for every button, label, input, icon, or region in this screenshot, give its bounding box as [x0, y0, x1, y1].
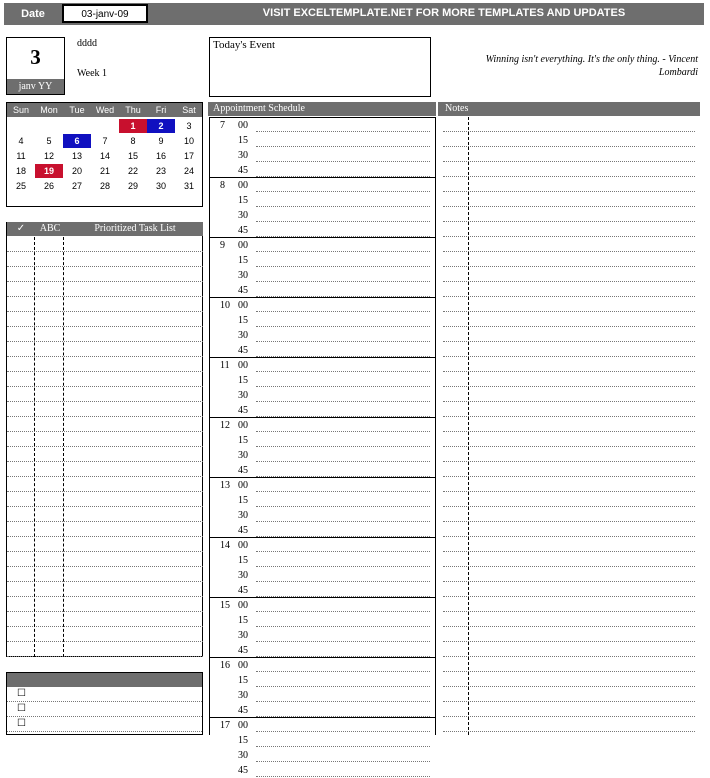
- task-row[interactable]: [7, 492, 203, 507]
- hour-label: 10: [220, 300, 230, 311]
- slot-minute: 15: [238, 435, 248, 446]
- task-row[interactable]: [7, 567, 203, 582]
- time-slot[interactable]: [232, 508, 436, 523]
- hour-label: 11: [220, 360, 230, 371]
- hour-block: [210, 717, 436, 777]
- hour-block: [210, 657, 436, 717]
- note-line: [443, 462, 695, 477]
- time-slot[interactable]: [232, 568, 436, 583]
- note-line: [443, 192, 695, 207]
- task-row[interactable]: [7, 447, 203, 462]
- appointment-schedule-header: Appointment Schedule: [208, 102, 436, 116]
- slot-line: [256, 341, 430, 342]
- calendar-date[interactable]: 28: [99, 181, 110, 191]
- time-slot[interactable]: [232, 628, 436, 643]
- calendar-date[interactable]: 25: [15, 181, 26, 191]
- slot-minute: 15: [238, 675, 248, 686]
- slot-line: [256, 251, 430, 252]
- note-line: [443, 417, 695, 432]
- checkbox[interactable]: ☐: [17, 703, 26, 714]
- calendar-day-header: Fri: [155, 105, 167, 115]
- mini-calendar: [6, 102, 203, 207]
- slot-minute: 15: [238, 195, 248, 206]
- note-line: [443, 477, 695, 492]
- slot-minute: 00: [238, 660, 248, 671]
- calendar-date[interactable]: 16: [155, 151, 166, 161]
- date-input[interactable]: 03-janv-09: [62, 4, 148, 23]
- slot-line: [256, 401, 430, 402]
- slot-minute: 30: [238, 630, 248, 641]
- slot-line: [256, 206, 430, 207]
- slot-minute: 15: [238, 735, 248, 746]
- calendar-date[interactable]: 19: [35, 164, 63, 178]
- checklist-row: [7, 687, 202, 702]
- task-row[interactable]: [7, 417, 203, 432]
- slot-line: [256, 191, 430, 192]
- task-list-title: Prioritized Task List: [94, 223, 176, 234]
- time-slot[interactable]: [232, 643, 436, 658]
- time-slot[interactable]: [232, 403, 436, 418]
- task-row[interactable]: [7, 372, 203, 387]
- slot-minute: 00: [238, 240, 248, 251]
- note-line: [443, 522, 695, 537]
- slot-minute: 45: [238, 345, 248, 356]
- slot-line: [256, 311, 430, 312]
- calendar-date[interactable]: 13: [71, 151, 82, 161]
- hour-label: 16: [220, 660, 230, 671]
- time-slot[interactable]: [232, 673, 436, 688]
- calendar-header: [7, 103, 202, 117]
- calendar-date[interactable]: 17: [183, 151, 194, 161]
- slot-minute: 15: [238, 255, 248, 266]
- time-slot[interactable]: [232, 178, 436, 193]
- week-number: Week 1: [77, 68, 108, 79]
- calendar-day-header: Tue: [69, 105, 85, 115]
- task-row[interactable]: [7, 627, 203, 642]
- calendar-date[interactable]: 2: [147, 119, 175, 133]
- slot-minute: 00: [238, 180, 248, 191]
- time-slot[interactable]: [232, 418, 436, 433]
- checklist-row: [7, 717, 202, 732]
- time-slot[interactable]: [232, 268, 436, 283]
- slot-minute: 00: [238, 600, 248, 611]
- calendar-date[interactable]: 27: [71, 181, 82, 191]
- time-slot[interactable]: [232, 343, 436, 358]
- task-row[interactable]: [7, 432, 203, 447]
- slot-minute: 15: [238, 135, 248, 146]
- task-row[interactable]: [7, 327, 203, 342]
- slot-minute: 30: [238, 570, 248, 581]
- task-row[interactable]: [7, 552, 203, 567]
- slot-minute: 00: [238, 420, 248, 431]
- slot-line: [256, 686, 430, 687]
- hour-block: [210, 597, 436, 657]
- slot-line: [256, 131, 430, 132]
- time-slot[interactable]: [232, 523, 436, 538]
- time-slot[interactable]: [232, 163, 436, 178]
- calendar-date[interactable]: 31: [183, 181, 194, 191]
- hour-block: [210, 477, 436, 537]
- note-line: [443, 612, 695, 627]
- note-line: [443, 582, 695, 597]
- time-slot[interactable]: [232, 208, 436, 223]
- notes-area[interactable]: [438, 117, 700, 735]
- date-label: Date: [21, 8, 45, 20]
- note-line: [443, 222, 695, 237]
- slot-minute: 30: [238, 330, 248, 341]
- slot-minute: 45: [238, 285, 248, 296]
- task-row[interactable]: [7, 267, 203, 282]
- hour-label: 13: [220, 480, 230, 491]
- calendar-date[interactable]: 23: [155, 166, 166, 176]
- slot-minute: 00: [238, 360, 248, 371]
- time-slot[interactable]: [232, 583, 436, 598]
- hour-label: 15: [220, 600, 230, 611]
- day-name: dddd: [77, 38, 97, 49]
- note-line: [443, 297, 695, 312]
- slot-minute: 15: [238, 615, 248, 626]
- task-row[interactable]: [7, 252, 203, 267]
- task-row[interactable]: [7, 342, 203, 357]
- calendar-date[interactable]: 22: [127, 166, 138, 176]
- hour-label: 17: [220, 720, 230, 731]
- time-slot[interactable]: [232, 238, 436, 253]
- note-line: [443, 117, 695, 132]
- time-slot[interactable]: [232, 298, 436, 313]
- slot-minute: 45: [238, 525, 248, 536]
- time-slot[interactable]: [232, 748, 436, 763]
- note-line: [443, 537, 695, 552]
- calendar-day-header: Sat: [182, 105, 196, 115]
- note-line: [443, 357, 695, 372]
- priority-column-header: ABC: [39, 223, 61, 234]
- time-slot[interactable]: [232, 118, 436, 133]
- note-line: [443, 627, 695, 642]
- time-slot[interactable]: [232, 733, 436, 748]
- time-slot[interactable]: [232, 283, 436, 298]
- task-row[interactable]: [7, 357, 203, 372]
- time-slot[interactable]: [232, 223, 436, 238]
- task-row[interactable]: [7, 537, 203, 552]
- note-line: [443, 147, 695, 162]
- slot-line: [256, 446, 430, 447]
- slot-minute: 00: [238, 120, 248, 131]
- time-slot[interactable]: [232, 598, 436, 613]
- note-line: [443, 177, 695, 192]
- slot-line: [256, 641, 430, 642]
- calendar-date[interactable]: 10: [183, 136, 194, 146]
- task-row[interactable]: [7, 462, 203, 477]
- slot-line: [256, 581, 430, 582]
- time-slot[interactable]: [232, 313, 436, 328]
- checkbox[interactable]: ☐: [17, 718, 26, 729]
- slot-minute: 00: [238, 480, 248, 491]
- task-row[interactable]: [7, 507, 203, 522]
- time-slot[interactable]: [232, 358, 436, 373]
- note-line: [443, 342, 695, 357]
- calendar-date[interactable]: 12: [43, 151, 54, 161]
- quote: Winning isn't everything. It's the only thing. - Vincent Lombardi: [485, 54, 698, 78]
- slot-line: [256, 611, 430, 612]
- task-row[interactable]: [7, 312, 203, 327]
- slot-minute: 45: [238, 645, 248, 656]
- time-slot[interactable]: [232, 463, 436, 478]
- slot-minute: 30: [238, 510, 248, 521]
- calendar-day-header: Thu: [125, 105, 141, 115]
- hour-label: 7: [220, 120, 225, 131]
- appointment-schedule: [209, 117, 436, 776]
- slot-line: [256, 701, 430, 702]
- note-line: [443, 687, 695, 702]
- note-line: [443, 237, 695, 252]
- calendar-date[interactable]: 15: [127, 151, 138, 161]
- slot-minute: 45: [238, 405, 248, 416]
- time-slot[interactable]: [232, 388, 436, 403]
- slot-minute: 15: [238, 495, 248, 506]
- slot-minute: 00: [238, 720, 248, 731]
- task-row[interactable]: [7, 642, 203, 657]
- slot-line: [256, 731, 430, 732]
- calendar-date[interactable]: 18: [15, 166, 26, 176]
- calendar-date[interactable]: 24: [183, 166, 194, 176]
- note-line: [443, 162, 695, 177]
- task-row[interactable]: [7, 477, 203, 492]
- task-list-header: [7, 222, 203, 236]
- slot-minute: 30: [238, 750, 248, 761]
- note-line: [443, 432, 695, 447]
- time-slot[interactable]: [232, 328, 436, 343]
- month-year: janv YY: [7, 79, 64, 94]
- time-slot[interactable]: [232, 373, 436, 388]
- note-line: [443, 567, 695, 582]
- checklist: [6, 672, 203, 735]
- calendar-date[interactable]: 26: [43, 181, 54, 191]
- note-line: [443, 672, 695, 687]
- hour-block: [210, 417, 436, 477]
- time-slot[interactable]: [232, 658, 436, 673]
- note-line: [443, 207, 695, 222]
- note-line: [443, 132, 695, 147]
- slot-minute: 30: [238, 150, 248, 161]
- note-line: [443, 492, 695, 507]
- slot-minute: 15: [238, 375, 248, 386]
- task-row[interactable]: [7, 582, 203, 597]
- check-column-header: ✓: [16, 223, 26, 234]
- hour-block: [210, 237, 436, 297]
- hour-label: 8: [220, 180, 225, 191]
- slot-line: [256, 266, 430, 267]
- slot-line: [256, 146, 430, 147]
- todays-event-title: Today's Event: [213, 39, 276, 51]
- hour-block: [210, 297, 436, 357]
- time-slot[interactable]: [232, 538, 436, 553]
- task-row[interactable]: [7, 282, 203, 297]
- calendar-date[interactable]: 11: [16, 151, 26, 161]
- task-list: [6, 222, 203, 657]
- calendar-date[interactable]: 30: [155, 181, 166, 191]
- calendar-day-header: Wed: [95, 105, 115, 115]
- calendar-date[interactable]: 1: [119, 119, 147, 133]
- slot-minute: 00: [238, 300, 248, 311]
- time-slot[interactable]: [232, 253, 436, 268]
- hour-block: [210, 537, 436, 597]
- calendar-date[interactable]: 20: [71, 166, 82, 176]
- slot-minute: 45: [238, 705, 248, 716]
- note-line: [443, 702, 695, 717]
- hour-block: [210, 177, 436, 237]
- slot-minute: 45: [238, 165, 248, 176]
- slot-minute: 00: [238, 540, 248, 551]
- time-slot[interactable]: [232, 718, 436, 733]
- slot-line: [256, 551, 430, 552]
- task-priority-divider: [63, 237, 64, 657]
- calendar-date[interactable]: 9: [158, 136, 164, 146]
- slot-minute: 15: [238, 555, 248, 566]
- slot-line: [256, 506, 430, 507]
- slot-line: [256, 281, 430, 282]
- checklist-row: [7, 702, 202, 717]
- slot-line: [256, 566, 430, 567]
- slot-line: [256, 491, 430, 492]
- slot-line: [256, 671, 430, 672]
- slot-minute: 30: [238, 390, 248, 401]
- time-slot[interactable]: [232, 553, 436, 568]
- slot-minute: 45: [238, 765, 248, 776]
- task-check-divider: [34, 237, 35, 657]
- slot-minute: 45: [238, 225, 248, 236]
- calendar-date[interactable]: 8: [130, 136, 136, 146]
- task-row[interactable]: [7, 297, 203, 312]
- day-box: [6, 37, 65, 95]
- note-line: [443, 447, 695, 462]
- calendar-date[interactable]: 6: [63, 134, 91, 148]
- hour-block: [210, 117, 436, 177]
- note-line: [443, 642, 695, 657]
- task-row[interactable]: [7, 612, 203, 627]
- time-slot[interactable]: [232, 478, 436, 493]
- time-slot[interactable]: [232, 703, 436, 718]
- promo-banner[interactable]: VISIT EXCELTEMPLATE.NET FOR MORE TEMPLATES AND UPDATES: [262, 7, 626, 19]
- note-line: [443, 267, 695, 282]
- calendar-day-header: Mon: [40, 105, 58, 115]
- notes-header: Notes: [438, 102, 700, 116]
- slot-minute: 15: [238, 315, 248, 326]
- slot-minute: 30: [238, 210, 248, 221]
- day-number: 3: [30, 45, 41, 69]
- slot-line: [256, 161, 430, 162]
- task-row[interactable]: [7, 237, 203, 252]
- slot-line: [256, 386, 430, 387]
- slot-line: [256, 626, 430, 627]
- todays-event-box[interactable]: [209, 37, 431, 97]
- time-slot[interactable]: [232, 493, 436, 508]
- note-line: [443, 282, 695, 297]
- slot-line: [256, 776, 430, 777]
- hour-label: 14: [220, 540, 230, 551]
- slot-minute: 45: [238, 585, 248, 596]
- time-slot[interactable]: [232, 148, 436, 163]
- hour-label: 9: [220, 240, 225, 251]
- note-line: [443, 657, 695, 672]
- checkbox[interactable]: ☐: [17, 688, 26, 699]
- slot-minute: 45: [238, 465, 248, 476]
- slot-line: [256, 431, 430, 432]
- calendar-date[interactable]: 29: [127, 181, 138, 191]
- slot-line: [256, 326, 430, 327]
- note-line: [443, 552, 695, 567]
- time-slot[interactable]: [232, 433, 436, 448]
- time-slot[interactable]: [232, 613, 436, 628]
- task-row[interactable]: [7, 387, 203, 402]
- note-line: [443, 717, 695, 732]
- calendar-date[interactable]: 5: [46, 136, 52, 146]
- calendar-day-header: Sun: [12, 105, 29, 115]
- task-row[interactable]: [7, 597, 203, 612]
- note-line: [443, 252, 695, 267]
- time-slot[interactable]: [232, 688, 436, 703]
- note-line: [443, 402, 695, 417]
- checklist-header: [7, 673, 202, 687]
- slot-line: [256, 371, 430, 372]
- hour-block: [210, 357, 436, 417]
- slot-line: [256, 761, 430, 762]
- note-line: [443, 372, 695, 387]
- slot-minute: 30: [238, 450, 248, 461]
- time-slot[interactable]: [232, 193, 436, 208]
- task-row[interactable]: [7, 522, 203, 537]
- time-slot[interactable]: [232, 448, 436, 463]
- time-slot[interactable]: [232, 763, 436, 778]
- slot-minute: 30: [238, 270, 248, 281]
- time-slot[interactable]: [232, 133, 436, 148]
- top-bar: [4, 3, 704, 25]
- slot-minute: 30: [238, 690, 248, 701]
- calendar-date[interactable]: 14: [99, 151, 110, 161]
- calendar-date[interactable]: 3: [186, 121, 192, 131]
- note-line: [443, 597, 695, 612]
- slot-line: [256, 221, 430, 222]
- task-row[interactable]: [7, 402, 203, 417]
- note-line: [443, 312, 695, 327]
- slot-line: [256, 521, 430, 522]
- note-line: [443, 507, 695, 522]
- hour-label: 12: [220, 420, 230, 431]
- note-line: [443, 327, 695, 342]
- calendar-date[interactable]: 7: [102, 136, 108, 146]
- note-line: [443, 387, 695, 402]
- calendar-date[interactable]: 4: [18, 136, 24, 146]
- calendar-date[interactable]: 21: [99, 166, 110, 176]
- slot-line: [256, 461, 430, 462]
- slot-line: [256, 746, 430, 747]
